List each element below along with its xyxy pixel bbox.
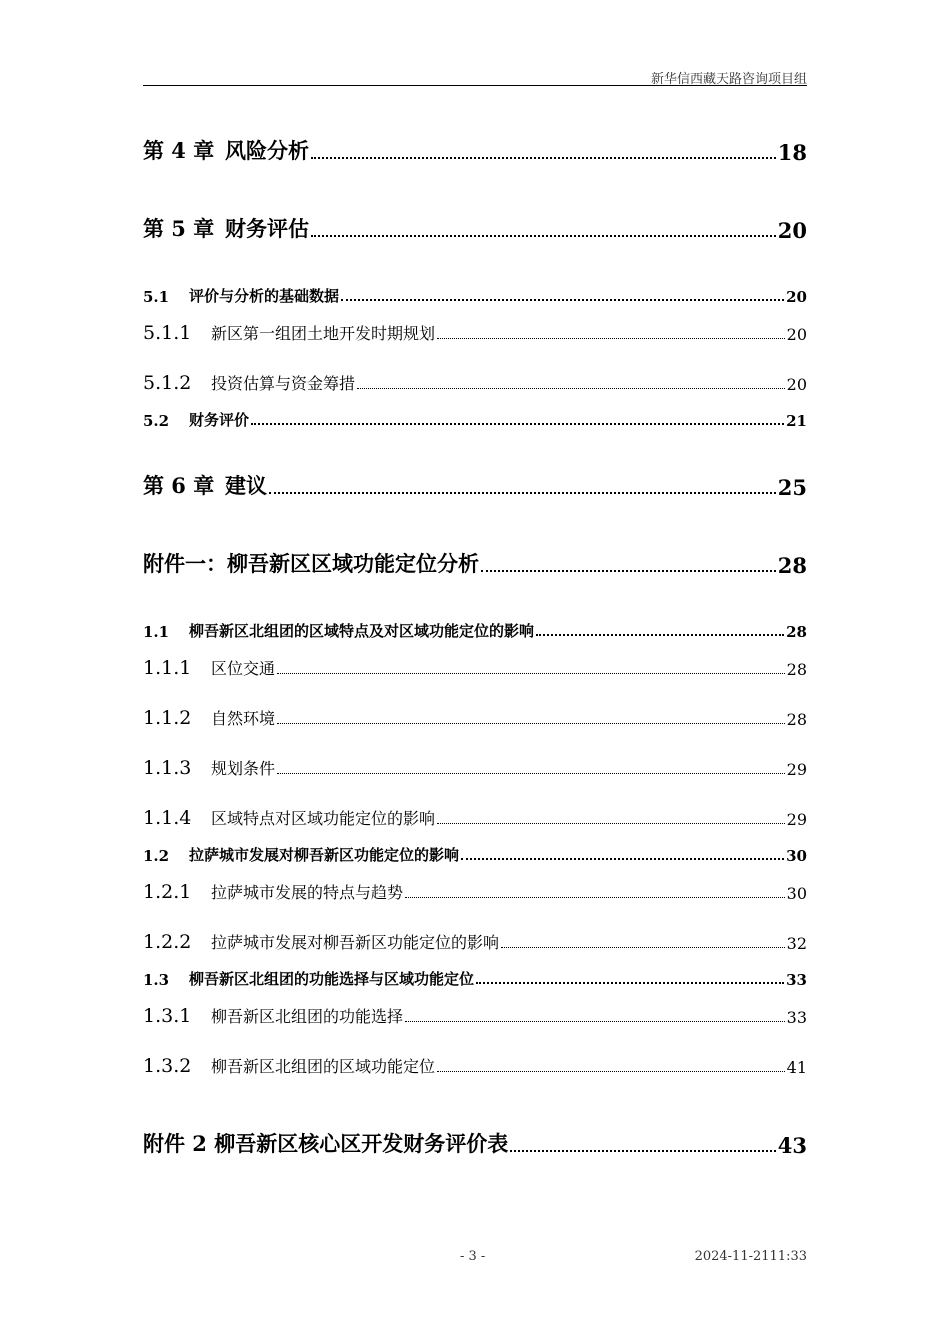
dot-leader [311,235,776,237]
toc-entry-5-2[interactable] [143,408,807,430]
toc-page-number: 29 [786,810,807,829]
dot-leader [357,388,785,389]
footer-page-number: - 3 - [460,1249,486,1264]
toc-page-number: 25 [777,475,807,500]
toc-page-number: 20 [786,325,807,344]
toc-number: 5.2 [143,412,170,430]
dot-leader [405,1021,785,1022]
toc-page-number: 29 [786,760,807,779]
toc-number: 1.1 [143,623,170,641]
toc-entry-1-1-3[interactable] [143,755,807,779]
toc-number: 1.1.1 [143,657,192,679]
toc-title: 投资估算与资金筹措 [211,374,356,393]
toc-number: 5.1 [143,288,170,306]
dot-leader [501,947,785,948]
toc-title: 评价与分析的基础数据 [189,287,340,305]
toc-page-number: 28 [786,710,807,729]
toc-title: 柳吾新区北组团的功能选择 [211,1007,404,1026]
toc-number: 5.1.1 [143,322,192,344]
toc-page-number: 20 [786,288,807,306]
dot-leader [476,982,784,984]
toc-page-number: 41 [786,1058,807,1077]
toc-page-number: 33 [786,971,807,989]
toc-number: 1.2.1 [143,881,192,903]
toc-page-number: 32 [786,934,807,953]
toc-title: 拉萨城市发展的特点与趋势 [211,883,404,902]
dot-leader [277,673,785,674]
toc-entry-1-2-1[interactable] [143,879,807,903]
toc-entry-chapter-5[interactable] [143,215,807,243]
toc-entry-attachment-2[interactable] [143,1130,807,1158]
toc-title: 财务评估 [225,216,309,241]
toc-title: 风险分析 [225,138,309,163]
toc-title: 附件一：柳吾新区区域功能定位分析 [143,551,479,576]
dot-leader [437,1071,785,1072]
toc-title: 区位交通 [211,659,276,678]
toc-title: 柳吾新区北组团的区域功能定位 [211,1057,436,1076]
toc-entry-1-2[interactable] [143,843,807,865]
page-header: 新华信西藏天路咨询项目组 [650,72,807,87]
toc-page-number: 20 [786,375,807,394]
toc-entry-chapter-6[interactable] [143,472,807,500]
footer-datetime: 2024-11-2111:33 [694,1249,807,1264]
toc-entry-1-1[interactable] [143,619,807,641]
toc-number: 1.1.3 [143,757,192,779]
header-rule [143,85,807,86]
toc-title: 规划条件 [211,759,276,778]
toc-title: 财务评价 [189,411,250,429]
dot-leader [461,858,784,860]
toc-number: 1.3.1 [143,1005,192,1027]
toc-number: 1.3 [143,971,170,989]
toc-title: 区域特点对区域功能定位的影响 [211,809,436,828]
toc-entry-1-1-2[interactable] [143,705,807,729]
dot-leader [510,1150,776,1152]
dot-leader [341,299,784,301]
dot-leader [536,634,784,636]
toc-title: 柳吾新区北组团的功能选择与区域功能定位 [189,970,475,988]
toc-number: 1.2 [143,847,170,865]
toc-title: 拉萨城市发展对柳吾新区功能定位的影响 [189,846,460,864]
dot-leader [437,338,785,339]
toc-entry-1-2-2[interactable] [143,929,807,953]
toc-title: 拉萨城市发展对柳吾新区功能定位的影响 [211,933,500,952]
dot-leader [277,773,785,774]
toc-entry-5-1[interactable] [143,284,807,306]
toc-entry-5-1-1[interactable] [143,320,807,344]
toc-entry-1-3-1[interactable] [143,1003,807,1027]
toc-title: 新区第一组团土地开发时期规划 [211,324,436,343]
toc-number: 第 4 章 [143,138,215,163]
dot-leader [269,492,776,494]
toc-number: 第 5 章 [143,216,215,241]
dot-leader [481,570,776,572]
toc-number: 1.1.2 [143,707,192,729]
toc-page-number: 43 [777,1133,807,1158]
toc-page-number: 28 [777,553,807,578]
toc-entry-1-3[interactable] [143,967,807,989]
toc-title: 建议 [225,473,267,498]
dot-leader [311,157,776,159]
toc-entry-5-1-2[interactable] [143,370,807,394]
toc-page-number: 20 [777,218,807,243]
toc-number: 5.1.2 [143,372,192,394]
toc-page-number: 28 [786,623,807,641]
toc-number: 1.2.2 [143,931,192,953]
toc-entry-attachment-1[interactable] [143,550,807,578]
toc-entry-chapter-4[interactable] [143,137,807,165]
toc-page-number: 21 [786,412,807,430]
dot-leader [277,723,785,724]
toc-page-number: 33 [786,1008,807,1027]
toc-title: 自然环境 [211,709,276,728]
toc-entry-1-1-1[interactable] [143,655,807,679]
dot-leader [405,897,785,898]
toc-page-number: 30 [786,847,807,865]
toc-page-number: 30 [786,884,807,903]
dot-leader [251,423,784,425]
toc-number: 第 6 章 [143,473,215,498]
dot-leader [437,823,785,824]
toc-page-number: 18 [777,140,807,165]
toc-title: 附件 2 柳吾新区核心区开发财务评价表 [143,1131,509,1156]
toc-number: 1.1.4 [143,807,192,829]
toc-entry-1-1-4[interactable] [143,805,807,829]
toc-page-number: 28 [786,660,807,679]
toc-number: 1.3.2 [143,1055,192,1077]
toc-entry-1-3-2[interactable] [143,1053,807,1077]
toc-title: 柳吾新区北组团的区域特点及对区域功能定位的影响 [189,622,535,640]
